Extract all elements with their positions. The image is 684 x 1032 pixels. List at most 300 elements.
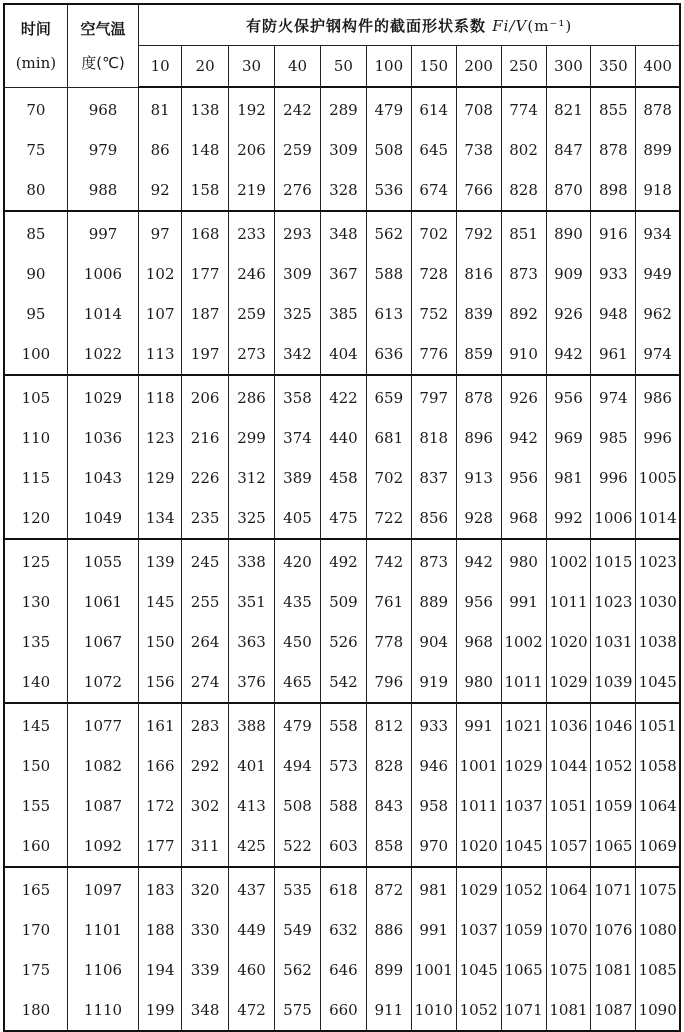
header-row-1	[4, 4, 680, 46]
steel-temperature-cell: 158	[182, 170, 229, 211]
steel-temperature-cell: 962	[636, 294, 680, 334]
steel-temperature-cell: 974	[636, 334, 680, 375]
time-cell: 145	[4, 703, 67, 746]
steel-temperature-cell: 889	[411, 582, 456, 622]
temperature-column-header	[67, 4, 138, 87]
steel-temperature-cell: 588	[320, 786, 366, 826]
steel-temperature-cell: 235	[182, 498, 229, 539]
steel-temperature-cell: 197	[182, 334, 229, 375]
steel-temperature-cell: 286	[229, 375, 275, 418]
steel-temperature-cell: 851	[501, 211, 546, 254]
steel-temperature-cell: 839	[456, 294, 501, 334]
time-cell: 115	[4, 458, 67, 498]
air-temperature-cell: 997	[67, 211, 138, 254]
steel-temperature-cell: 986	[636, 375, 680, 418]
steel-temperature-cell: 339	[182, 950, 229, 990]
steel-temperature-cell: 385	[320, 294, 366, 334]
time-cell: 80	[4, 170, 67, 211]
steel-temperature-cell: 946	[411, 746, 456, 786]
steel-temperature-cell: 573	[320, 746, 366, 786]
steel-temperature-cell: 575	[275, 990, 321, 1031]
column-header-40: 40	[275, 46, 321, 88]
column-header-300: 300	[546, 46, 591, 88]
time-cell: 160	[4, 826, 67, 867]
steel-temperature-cell: 980	[501, 539, 546, 582]
steel-temperature-cell: 226	[182, 458, 229, 498]
steel-temperature-cell: 970	[411, 826, 456, 867]
steel-temperature-cell: 942	[546, 334, 591, 375]
steel-temperature-cell: 293	[275, 211, 321, 254]
group-header-title: 有防火保护钢构件的截面形状系数	[246, 16, 487, 35]
steel-temperature-cell: 246	[229, 254, 275, 294]
steel-temperature-cell: 1052	[591, 746, 636, 786]
steel-temperature-cell: 562	[275, 950, 321, 990]
steel-temperature-cell: 206	[229, 130, 275, 170]
steel-temperature-cell: 752	[411, 294, 456, 334]
steel-temperature-cell: 681	[366, 418, 411, 458]
time-cell: 70	[4, 87, 67, 130]
steel-temperature-cell: 199	[139, 990, 182, 1031]
group-header-symbol: Fi/V	[492, 16, 528, 35]
steel-temperature-cell: 330	[182, 910, 229, 950]
steel-temperature-cell: 542	[320, 662, 366, 703]
steel-temperature-cell: 1058	[636, 746, 680, 786]
steel-temperature-cell: 934	[636, 211, 680, 254]
steel-temperature-cell: 896	[456, 418, 501, 458]
time-cell: 135	[4, 622, 67, 662]
steel-temperature-cell: 909	[546, 254, 591, 294]
time-cell: 110	[4, 418, 67, 458]
steel-temperature-cell: 472	[229, 990, 275, 1031]
table-row	[4, 294, 680, 334]
steel-temperature-cell: 1037	[501, 786, 546, 826]
steel-temperature-cell: 1006	[591, 498, 636, 539]
steel-temperature-cell: 1015	[591, 539, 636, 582]
steel-temperature-cell: 526	[320, 622, 366, 662]
steel-temperature-cell: 674	[411, 170, 456, 211]
steel-temperature-cell: 1010	[411, 990, 456, 1031]
steel-temperature-cell: 796	[366, 662, 411, 703]
steel-temperature-cell: 420	[275, 539, 321, 582]
column-header-30: 30	[229, 46, 275, 88]
steel-temperature-cell: 646	[320, 950, 366, 990]
steel-temperature-cell: 123	[139, 418, 182, 458]
steel-temperature-cell: 107	[139, 294, 182, 334]
steel-temperature-cell: 870	[546, 170, 591, 211]
steel-temperature-cell: 1057	[546, 826, 591, 867]
steel-temperature-cell: 118	[139, 375, 182, 418]
steel-temperature-cell: 933	[591, 254, 636, 294]
column-header-250: 250	[501, 46, 546, 88]
steel-temperature-cell: 1038	[636, 622, 680, 662]
steel-temperature-cell: 342	[275, 334, 321, 375]
steel-temperature-cell: 389	[275, 458, 321, 498]
steel-temperature-cell: 890	[546, 211, 591, 254]
steel-temperature-cell: 778	[366, 622, 411, 662]
air-temperature-cell: 968	[67, 87, 138, 130]
steel-temperature-cell: 492	[320, 539, 366, 582]
steel-temperature-cell: 872	[366, 867, 411, 910]
air-temperature-cell: 1055	[67, 539, 138, 582]
steel-temperature-cell: 460	[229, 950, 275, 990]
steel-temperature-cell: 367	[320, 254, 366, 294]
steel-temperature-cell: 449	[229, 910, 275, 950]
steel-temperature-cell: 828	[501, 170, 546, 211]
steel-temperature-cell: 858	[366, 826, 411, 867]
steel-temperature-cell: 1071	[501, 990, 546, 1031]
steel-temperature-cell: 1011	[501, 662, 546, 703]
steel-temperature-cell: 708	[456, 87, 501, 130]
table-row	[4, 170, 680, 211]
table-row	[4, 910, 680, 950]
steel-temperature-cell: 245	[182, 539, 229, 582]
steel-temperature-cell: 659	[366, 375, 411, 418]
steel-temperature-cell: 435	[275, 582, 321, 622]
steel-temperature-cell: 985	[591, 418, 636, 458]
steel-temperature-cell: 702	[366, 458, 411, 498]
time-cell: 90	[4, 254, 67, 294]
steel-temperature-cell: 479	[366, 87, 411, 130]
table-row	[4, 458, 680, 498]
time-cell: 85	[4, 211, 67, 254]
steel-temperature-cell: 425	[229, 826, 275, 867]
air-temperature-cell: 1006	[67, 254, 138, 294]
steel-temperature-cell: 981	[411, 867, 456, 910]
steel-temperature-cell: 802	[501, 130, 546, 170]
steel-temperature-cell: 873	[501, 254, 546, 294]
steel-temperature-cell: 255	[182, 582, 229, 622]
steel-temperature-cell: 942	[456, 539, 501, 582]
steel-temperature-cell: 549	[275, 910, 321, 950]
steel-temperature-cell: 613	[366, 294, 411, 334]
table-row	[4, 703, 680, 746]
air-temperature-cell: 1029	[67, 375, 138, 418]
steel-temperature-cell: 148	[182, 130, 229, 170]
steel-temperature-cell: 722	[366, 498, 411, 539]
time-cell: 175	[4, 950, 67, 990]
steel-temperature-cell: 97	[139, 211, 182, 254]
temperature-header-label: 空气温	[80, 19, 126, 38]
steel-temperature-cell: 892	[501, 294, 546, 334]
air-temperature-cell: 1106	[67, 950, 138, 990]
steel-temperature-cell: 886	[366, 910, 411, 950]
steel-temperature-cell: 1023	[591, 582, 636, 622]
steel-temperature-cell: 969	[546, 418, 591, 458]
steel-temperature-cell: 422	[320, 375, 366, 418]
steel-temperature-cell: 1014	[636, 498, 680, 539]
steel-temperature-cell: 404	[320, 334, 366, 375]
steel-temperature-cell: 405	[275, 498, 321, 539]
steel-temperature-cell: 899	[636, 130, 680, 170]
column-header-20: 20	[182, 46, 229, 88]
steel-temperature-cell: 86	[139, 130, 182, 170]
steel-temperature-cell: 913	[456, 458, 501, 498]
steel-temperature-cell: 991	[456, 703, 501, 746]
steel-temperature-cell: 981	[546, 458, 591, 498]
steel-temperature-cell: 1037	[456, 910, 501, 950]
table-row	[4, 867, 680, 910]
steel-temperature-cell: 855	[591, 87, 636, 130]
table-row	[4, 622, 680, 662]
steel-temperature-cell: 603	[320, 826, 366, 867]
steel-temperature-cell: 113	[139, 334, 182, 375]
time-column-header	[4, 4, 67, 87]
steel-temperature-cell: 1052	[501, 867, 546, 910]
steel-temperature-cell: 311	[182, 826, 229, 867]
steel-temperature-cell: 968	[501, 498, 546, 539]
steel-temperature-cell: 878	[591, 130, 636, 170]
steel-temperature-cell: 1031	[591, 622, 636, 662]
steel-temperature-cell: 437	[229, 867, 275, 910]
steel-temperature-cell: 766	[456, 170, 501, 211]
steel-temperature-cell: 358	[275, 375, 321, 418]
steel-temperature-cell: 475	[320, 498, 366, 539]
steel-temperature-cell: 911	[366, 990, 411, 1031]
steel-temperature-cell: 233	[229, 211, 275, 254]
temperature-header-unit: 度(℃)	[81, 53, 125, 72]
time-cell: 105	[4, 375, 67, 418]
steel-temperature-cell: 916	[591, 211, 636, 254]
table-row	[4, 950, 680, 990]
steel-temperature-cell: 81	[139, 87, 182, 130]
steel-temperature-cell: 138	[182, 87, 229, 130]
steel-temperature-cell: 1005	[636, 458, 680, 498]
time-cell: 75	[4, 130, 67, 170]
steel-temperature-table	[3, 3, 681, 1032]
steel-temperature-cell: 904	[411, 622, 456, 662]
steel-temperature-cell: 92	[139, 170, 182, 211]
air-temperature-cell: 1097	[67, 867, 138, 910]
steel-temperature-cell: 991	[411, 910, 456, 950]
steel-temperature-cell: 797	[411, 375, 456, 418]
steel-temperature-cell: 926	[501, 375, 546, 418]
steel-temperature-cell: 588	[366, 254, 411, 294]
steel-temperature-cell: 134	[139, 498, 182, 539]
steel-temperature-cell: 1001	[411, 950, 456, 990]
column-header-350: 350	[591, 46, 636, 88]
steel-temperature-cell: 522	[275, 826, 321, 867]
steel-temperature-cell: 1051	[546, 786, 591, 826]
steel-temperature-cell: 166	[139, 746, 182, 786]
steel-temperature-cell: 479	[275, 703, 321, 746]
table-row	[4, 87, 680, 130]
steel-temperature-cell: 992	[546, 498, 591, 539]
steel-temperature-cell: 847	[546, 130, 591, 170]
table-row	[4, 498, 680, 539]
steel-temperature-cell: 1002	[501, 622, 546, 662]
steel-temperature-cell: 562	[366, 211, 411, 254]
steel-temperature-cell: 818	[411, 418, 456, 458]
steel-temperature-cell: 129	[139, 458, 182, 498]
column-header-150: 150	[411, 46, 456, 88]
steel-temperature-cell: 465	[275, 662, 321, 703]
steel-temperature-cell: 292	[182, 746, 229, 786]
steel-temperature-cell: 956	[546, 375, 591, 418]
steel-temperature-cell: 363	[229, 622, 275, 662]
column-header-100: 100	[366, 46, 411, 88]
steel-temperature-cell: 1036	[546, 703, 591, 746]
steel-temperature-cell: 156	[139, 662, 182, 703]
steel-temperature-cell: 878	[636, 87, 680, 130]
air-temperature-cell: 1072	[67, 662, 138, 703]
column-header-400: 400	[636, 46, 680, 88]
steel-temperature-cell: 450	[275, 622, 321, 662]
table-row	[4, 130, 680, 170]
time-cell: 100	[4, 334, 67, 375]
time-header-label: 时间	[20, 19, 51, 38]
steel-temperature-cell: 948	[591, 294, 636, 334]
air-temperature-cell: 1101	[67, 910, 138, 950]
steel-temperature-cell: 933	[411, 703, 456, 746]
steel-temperature-cell: 264	[182, 622, 229, 662]
steel-temperature-cell: 1087	[591, 990, 636, 1031]
steel-temperature-cell: 338	[229, 539, 275, 582]
steel-temperature-cell: 942	[501, 418, 546, 458]
steel-temperature-cell: 1090	[636, 990, 680, 1031]
steel-temperature-cell: 1080	[636, 910, 680, 950]
steel-temperature-cell: 309	[275, 254, 321, 294]
steel-temperature-cell: 1081	[591, 950, 636, 990]
steel-temperature-cell: 348	[320, 211, 366, 254]
steel-temperature-cell: 206	[182, 375, 229, 418]
steel-temperature-cell: 738	[456, 130, 501, 170]
steel-temperature-cell: 837	[411, 458, 456, 498]
steel-temperature-cell: 1021	[501, 703, 546, 746]
steel-temperature-cell: 776	[411, 334, 456, 375]
steel-temperature-cell: 1044	[546, 746, 591, 786]
time-cell: 95	[4, 294, 67, 334]
air-temperature-cell: 1087	[67, 786, 138, 826]
steel-temperature-cell: 1075	[546, 950, 591, 990]
steel-temperature-cell: 1051	[636, 703, 680, 746]
steel-temperature-cell: 274	[182, 662, 229, 703]
time-cell: 165	[4, 867, 67, 910]
steel-temperature-cell: 309	[320, 130, 366, 170]
steel-temperature-cell: 980	[456, 662, 501, 703]
steel-temperature-cell: 401	[229, 746, 275, 786]
steel-temperature-cell: 1001	[456, 746, 501, 786]
air-temperature-cell: 1014	[67, 294, 138, 334]
steel-temperature-cell: 102	[139, 254, 182, 294]
air-temperature-cell: 1049	[67, 498, 138, 539]
steel-temperature-cell: 283	[182, 703, 229, 746]
steel-temperature-cell: 856	[411, 498, 456, 539]
steel-temperature-cell: 828	[366, 746, 411, 786]
steel-temperature-cell: 1020	[456, 826, 501, 867]
steel-temperature-cell: 1069	[636, 826, 680, 867]
steel-temperature-cell: 1002	[546, 539, 591, 582]
steel-temperature-cell: 374	[275, 418, 321, 458]
steel-temperature-cell: 192	[229, 87, 275, 130]
steel-temperature-cell: 509	[320, 582, 366, 622]
steel-temperature-cell: 145	[139, 582, 182, 622]
steel-temperature-cell: 1075	[636, 867, 680, 910]
steel-temperature-cell: 873	[411, 539, 456, 582]
steel-temperature-cell: 458	[320, 458, 366, 498]
steel-temperature-cell: 348	[182, 990, 229, 1031]
steel-temperature-cell: 1030	[636, 582, 680, 622]
steel-temperature-cell: 276	[275, 170, 321, 211]
steel-temperature-cell: 974	[591, 375, 636, 418]
time-cell: 150	[4, 746, 67, 786]
steel-temperature-cell: 558	[320, 703, 366, 746]
time-cell: 125	[4, 539, 67, 582]
steel-temperature-cell: 299	[229, 418, 275, 458]
air-temperature-cell: 1110	[67, 990, 138, 1031]
steel-temperature-cell: 1029	[456, 867, 501, 910]
steel-temperature-cell: 899	[366, 950, 411, 990]
steel-temperature-cell: 645	[411, 130, 456, 170]
steel-temperature-cell: 150	[139, 622, 182, 662]
steel-temperature-cell: 918	[636, 170, 680, 211]
air-temperature-cell: 1061	[67, 582, 138, 622]
steel-temperature-cell: 660	[320, 990, 366, 1031]
steel-temperature-cell: 187	[182, 294, 229, 334]
steel-temperature-cell: 910	[501, 334, 546, 375]
steel-temperature-cell: 139	[139, 539, 182, 582]
steel-temperature-cell: 1029	[546, 662, 591, 703]
air-temperature-cell: 988	[67, 170, 138, 211]
steel-temperature-cell: 494	[275, 746, 321, 786]
air-temperature-cell: 1067	[67, 622, 138, 662]
steel-temperature-cell: 1052	[456, 990, 501, 1031]
air-temperature-cell: 1036	[67, 418, 138, 458]
table-body	[4, 87, 680, 1031]
table-header	[4, 4, 680, 87]
steel-temperature-cell: 742	[366, 539, 411, 582]
steel-temperature-cell: 376	[229, 662, 275, 703]
steel-temperature-cell: 958	[411, 786, 456, 826]
steel-temperature-cell: 508	[275, 786, 321, 826]
steel-temperature-cell: 1029	[501, 746, 546, 786]
steel-temperature-cell: 919	[411, 662, 456, 703]
steel-temperature-cell: 172	[139, 786, 182, 826]
time-cell: 120	[4, 498, 67, 539]
steel-temperature-cell: 928	[456, 498, 501, 539]
steel-temperature-cell: 325	[229, 498, 275, 539]
steel-temperature-cell: 168	[182, 211, 229, 254]
steel-temperature-cell: 996	[636, 418, 680, 458]
steel-temperature-cell: 1045	[501, 826, 546, 867]
table-row	[4, 662, 680, 703]
steel-temperature-cell: 508	[366, 130, 411, 170]
steel-temperature-cell: 328	[320, 170, 366, 211]
steel-temperature-cell: 320	[182, 867, 229, 910]
steel-temperature-cell: 1071	[591, 867, 636, 910]
section-factor-group-header	[139, 4, 680, 46]
steel-temperature-cell: 1064	[546, 867, 591, 910]
steel-temperature-cell: 183	[139, 867, 182, 910]
steel-temperature-cell: 289	[320, 87, 366, 130]
steel-temperature-cell: 1023	[636, 539, 680, 582]
steel-temperature-cell: 792	[456, 211, 501, 254]
steel-temperature-cell: 535	[275, 867, 321, 910]
steel-temperature-cell: 273	[229, 334, 275, 375]
table-row	[4, 826, 680, 867]
steel-temperature-cell: 413	[229, 786, 275, 826]
air-temperature-cell: 1022	[67, 334, 138, 375]
group-header-unit: (m⁻¹)	[527, 16, 573, 35]
steel-temperature-cell: 1070	[546, 910, 591, 950]
steel-temperature-cell: 351	[229, 582, 275, 622]
steel-temperature-cell: 1059	[591, 786, 636, 826]
steel-temperature-cell: 1046	[591, 703, 636, 746]
steel-temperature-cell: 956	[456, 582, 501, 622]
steel-temperature-cell: 996	[591, 458, 636, 498]
steel-temperature-cell: 259	[229, 294, 275, 334]
column-header-10: 10	[139, 46, 182, 88]
air-temperature-cell: 1077	[67, 703, 138, 746]
